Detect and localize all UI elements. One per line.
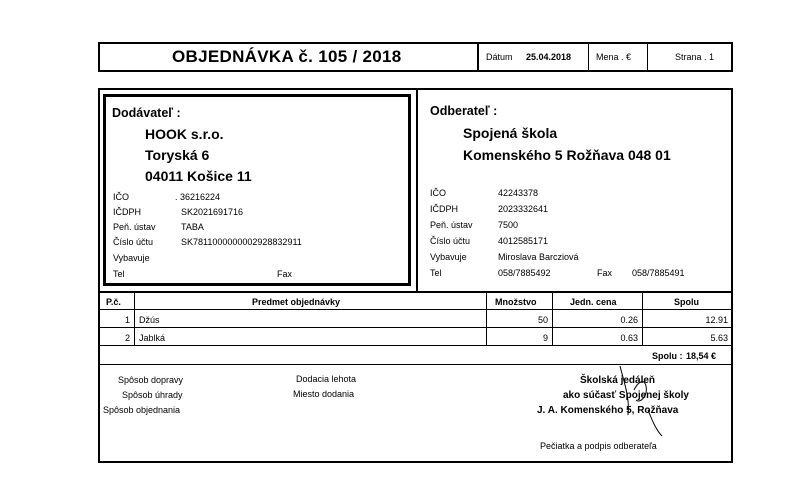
currency-label: Mena . € — [596, 52, 632, 62]
row-no: 2 — [124, 333, 130, 343]
stamp-line-2: ako súčasť Spojenej školy — [563, 390, 689, 401]
supplier-account-value: SK7811000000002928832911 — [181, 237, 302, 247]
sum-label: Spolu : — [652, 351, 683, 361]
page-label: Strana . 1 — [675, 52, 715, 62]
customer-icdph-value: 2023332641 — [498, 204, 549, 214]
row-total: 5.63 — [710, 333, 728, 343]
order-method-label: Spôsob objednania — [103, 405, 181, 415]
stamp-line-3: J. A. Komenského 5, Rožňava — [537, 405, 679, 416]
stamp-line-1: Školská jedáleň — [580, 375, 656, 386]
customer-name: Spojená škola — [463, 125, 558, 141]
customer-heading: Odberateľ : — [430, 104, 498, 118]
sum-value: 18,54 € — [686, 351, 717, 361]
customer-ico-value: 42243378 — [498, 188, 539, 198]
col-header-qty: Množstvo — [495, 297, 537, 307]
row-no: 1 — [124, 315, 130, 325]
col-header-item: Predmet objednávky — [252, 297, 341, 307]
supplier-icdph-value: SK2021691716 — [181, 207, 244, 217]
order-title: OBJEDNÁVKA č. 105 / 2018 — [172, 47, 402, 66]
signature-label: Pečiatka a podpis odberateľa — [540, 441, 657, 451]
row-total: 12.91 — [705, 315, 728, 325]
supplier-heading: Dodávateľ : — [112, 106, 181, 120]
row-item: Džús — [139, 315, 160, 325]
delivery-time-label: Dodacia lehota — [296, 374, 357, 384]
supplier-ico-value: . 36216224 — [175, 192, 221, 202]
supplier-tel-label: Tel — [113, 269, 125, 279]
row-qty: 50 — [537, 315, 548, 325]
col-header-price: Jedn. cena — [570, 297, 617, 307]
row-qty: 9 — [542, 333, 548, 343]
customer-contact-label: Vybavuje — [430, 252, 467, 262]
supplier-contact-label: Vybavuje — [113, 253, 150, 263]
customer-account-label: Číslo účtu — [430, 236, 471, 246]
date-label: Dátum — [486, 52, 513, 62]
supplier-account-label: Číslo účtu — [113, 237, 154, 247]
customer-ico-label: IČO — [430, 188, 447, 198]
customer-fax-label: Fax — [597, 268, 613, 278]
date-value: 25.04.2018 — [526, 52, 572, 62]
row-price: 0.26 — [620, 315, 638, 325]
customer-address: Komenského 5 Rožňava 048 01 — [463, 147, 671, 163]
supplier-fax-label: Fax — [277, 269, 293, 279]
customer-bank-label: Peň. ústav — [430, 220, 473, 230]
transport-label: Spôsob dopravy — [118, 375, 184, 385]
supplier-ico-label: IČO — [113, 192, 130, 202]
customer-tel-value: 058/7885492 — [498, 268, 551, 278]
payment-label: Spôsob úhrady — [122, 390, 183, 400]
customer-tel-label: Tel — [430, 268, 442, 278]
customer-icdph-label: IČDPH — [430, 204, 459, 214]
row-price: 0.63 — [620, 333, 638, 343]
customer-bank-value: 7500 — [498, 220, 519, 230]
signature-scribble — [600, 360, 700, 440]
delivery-place-label: Miesto dodania — [293, 389, 355, 399]
customer-contact-value: Miroslava Barcziová — [498, 252, 579, 262]
row-item: Jablká — [139, 333, 166, 343]
supplier-street: Toryská 6 — [145, 147, 210, 163]
supplier-city: 04011 Košice 11 — [145, 168, 252, 184]
supplier-name: HOOK s.r.o. — [145, 126, 224, 142]
supplier-icdph-label: IČDPH — [113, 207, 142, 217]
col-header-total: Spolu — [674, 297, 699, 307]
supplier-bank-value: TABA — [181, 222, 204, 232]
customer-fax-value: 058/7885491 — [632, 268, 685, 278]
col-header-no: P.č. — [106, 297, 121, 307]
customer-account-value: 4012585171 — [498, 236, 549, 246]
supplier-bank-label: Peň. ústav — [113, 222, 156, 232]
